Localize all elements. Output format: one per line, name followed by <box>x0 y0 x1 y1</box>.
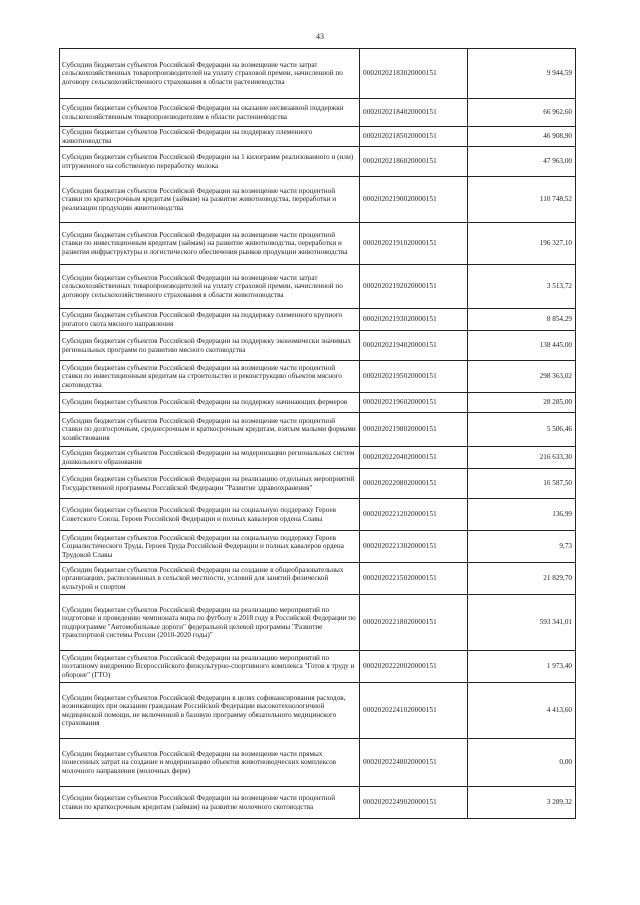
row-amount: 3 289,32 <box>468 787 576 819</box>
row-name: Субсидии бюджетам субъектов Российской Федерации на возмещение части прямых понесенных затрат на создание и модернизацию объектов животноводческих комплексов молочного направления (молочных ферм) <box>60 739 360 787</box>
row-amount: 110 748,52 <box>468 177 576 223</box>
table-row <box>60 563 576 595</box>
row-code: 00020202193020000151 <box>360 309 468 331</box>
row-name: Субсидии бюджетам субъектов Российской Федерации на реализацию мероприятий по подготовке и проведению чемпионата мира по футболу в 2018 году в Российской Федерации по подпрограмме "Автомобильные дороги" федеральной целевой программы "Развитие транспортной системы России (2010-2020 годы)" <box>60 595 360 651</box>
row-name: Субсидии бюджетам субъектов Российской Федерации на создание в общеобразовательных организациях, расположенных в сельской местности, условий для занятий физической культурой и спортом <box>60 563 360 595</box>
row-name: Субсидии бюджетам субъектов Российской Федерации в целях софинансирования расходов, возникающих при оказании гражданам Российской Федерации высокотехнологичной медицинской помощи, не включенной в базовую программу обязательного медицинского страхования <box>60 683 360 739</box>
row-name: Субсидии бюджетам субъектов Российской Федерации на оказание несвязанной поддержки сельскохозяйственным товаропроизводителям в области растениеводства <box>60 99 360 127</box>
table-row <box>60 177 576 223</box>
table-row <box>60 127 576 147</box>
row-code: 00020202215020000151 <box>360 563 468 595</box>
table-row <box>60 331 576 361</box>
row-name: Субсидии бюджетам субъектов Российской Федерации на реализацию мероприятий по поэтапному внедрению Всероссийского физкультурно-спортивного комплекса "Готов к труду и обороне" (ГТО) <box>60 651 360 683</box>
row-name: Субсидии бюджетам субъектов Российской Федерации на поддержку племенного крупного рогатого скота мясного направления <box>60 309 360 331</box>
table-row <box>60 265 576 309</box>
table-row <box>60 595 576 651</box>
row-name: Субсидии бюджетам субъектов Российской Федерации на возмещение части процентной ставки по инвестиционным кредитам (займам) на развитие животноводства, переработки и развития инфраструктуры и логистического обеспечения рынков продукции животноводства <box>60 223 360 265</box>
row-amount: 4 413,60 <box>468 683 576 739</box>
row-code: 00020202218020000151 <box>360 595 468 651</box>
row-amount: 28 285,00 <box>468 393 576 413</box>
row-code: 00020202208020000151 <box>360 469 468 499</box>
row-code: 00020202204020000151 <box>360 447 468 469</box>
row-code: 00020202195020000151 <box>360 361 468 393</box>
row-amount: 66 962,60 <box>468 99 576 127</box>
row-name: Субсидии бюджетам субъектов Российской Федерации на возмещение части затрат сельскохозяйственных товаропроизводителей на уплату страховой премии, начисленной по договору сельскохозяйственного страхования в области растениеводства <box>60 49 360 99</box>
table-row <box>60 499 576 531</box>
row-code: 00020202198020000151 <box>360 413 468 447</box>
row-amount: 196 327,10 <box>468 223 576 265</box>
table-row <box>60 683 576 739</box>
row-code: 00020202183020000151 <box>360 49 468 99</box>
row-amount: 9 944,59 <box>468 49 576 99</box>
table-row <box>60 393 576 413</box>
row-name: Субсидии бюджетам субъектов Российской Федерации на социальную поддержку Героев Социалистического Труда, Героев Труда Российской Федерации и полных кавалеров ордена Трудовой Славы <box>60 531 360 563</box>
table-row <box>60 413 576 447</box>
row-name: Субсидии бюджетам субъектов Российской Федерации на возмещение части процентной ставки по краткосрочным кредитам (займам) на развитие животноводства, переработки и реализации продукции животноводства <box>60 177 360 223</box>
row-code: 00020202213020000151 <box>360 531 468 563</box>
row-code: 00020202196020000151 <box>360 393 468 413</box>
row-amount: 1 973,40 <box>468 651 576 683</box>
row-code: 00020202186020000151 <box>360 147 468 177</box>
table-row <box>60 361 576 393</box>
row-name: Субсидии бюджетам субъектов Российской Федерации на поддержку племенного животноводства <box>60 127 360 147</box>
row-amount: 9,73 <box>468 531 576 563</box>
table-row <box>60 739 576 787</box>
row-name: Субсидии бюджетам субъектов Российской Федерации на возмещение части процентной ставки по инвестиционным кредитам на строительство и реконструкцию объектов мясного скотоводства <box>60 361 360 393</box>
row-amount: 16 587,50 <box>468 469 576 499</box>
table-row <box>60 651 576 683</box>
row-amount: 136,99 <box>468 499 576 531</box>
row-amount: 216 633,30 <box>468 447 576 469</box>
row-code: 00020202241020000151 <box>360 683 468 739</box>
row-amount: 138 445,00 <box>468 331 576 361</box>
row-code: 00020202184020000151 <box>360 99 468 127</box>
row-code: 00020202185020000151 <box>360 127 468 147</box>
table-row <box>60 99 576 127</box>
row-code: 00020202194020000151 <box>360 331 468 361</box>
row-code: 00020202220020000151 <box>360 651 468 683</box>
row-amount: 47 963,00 <box>468 147 576 177</box>
table-row <box>60 147 576 177</box>
row-amount: 298 363,02 <box>468 361 576 393</box>
table-row <box>60 787 576 819</box>
row-name: Субсидии бюджетам субъектов Российской Федерации на реализацию отдельных мероприятий Государственной программы Российской Федерации "Развитие здравоохранения" <box>60 469 360 499</box>
row-name: Субсидии бюджетам субъектов Российской Федерации на возмещение части процентной ставки по долгосрочным, среднесрочным и краткосрочным кредитам, взятым малыми формами хозяйствования <box>60 413 360 447</box>
row-code: 00020202249020000151 <box>360 787 468 819</box>
row-amount: 46 908,90 <box>468 127 576 147</box>
row-name: Субсидии бюджетам субъектов Российской Федерации на социальную поддержку Героев Советского Союза, Героев Российской Федерации и полных кавалеров ордена Славы <box>60 499 360 531</box>
row-name: Субсидии бюджетам субъектов Российской Федерации на возмещение части затрат сельскохозяйственных товаропроизводителей на уплату страховой премии, начисленной по договору сельскохозяйственного страхования в области животноводства <box>60 265 360 309</box>
table-row <box>60 309 576 331</box>
row-code: 00020202191020000151 <box>360 223 468 265</box>
row-amount: 593 341,01 <box>468 595 576 651</box>
row-name: Субсидии бюджетам субъектов Российской Федерации на модернизацию региональных систем дошкольного образования <box>60 447 360 469</box>
table-row <box>60 531 576 563</box>
table-row <box>60 223 576 265</box>
table-row <box>60 447 576 469</box>
row-name: Субсидии бюджетам субъектов Российской Федерации на поддержку начинающих фермеров <box>60 393 360 413</box>
row-name: Субсидии бюджетам субъектов Российской Федерации на поддержку экономически значимых региональных программ по развитию мясного скотоводства <box>60 331 360 361</box>
row-code: 00020202212020000151 <box>360 499 468 531</box>
row-name: Субсидии бюджетам субъектов Российской Федерации на возмещение части процентной ставки по краткосрочным кредитам (займам) на развитие молочного скотоводства <box>60 787 360 819</box>
subsidies-table <box>59 48 576 819</box>
row-code: 00020202248020000151 <box>360 739 468 787</box>
row-amount: 21 829,70 <box>468 563 576 595</box>
row-code: 00020202190020000151 <box>360 177 468 223</box>
page-number: 43 <box>316 32 324 41</box>
table-row <box>60 469 576 499</box>
row-amount: 3 513,72 <box>468 265 576 309</box>
row-amount: 0,00 <box>468 739 576 787</box>
row-name: Субсидии бюджетам субъектов Российской Федерации на 1 килограмм реализованного и (или) отгруженного на собственную переработку молока <box>60 147 360 177</box>
row-amount: 8 854,29 <box>468 309 576 331</box>
table-row <box>60 49 576 99</box>
row-code: 00020202192020000151 <box>360 265 468 309</box>
row-amount: 5 506,46 <box>468 413 576 447</box>
